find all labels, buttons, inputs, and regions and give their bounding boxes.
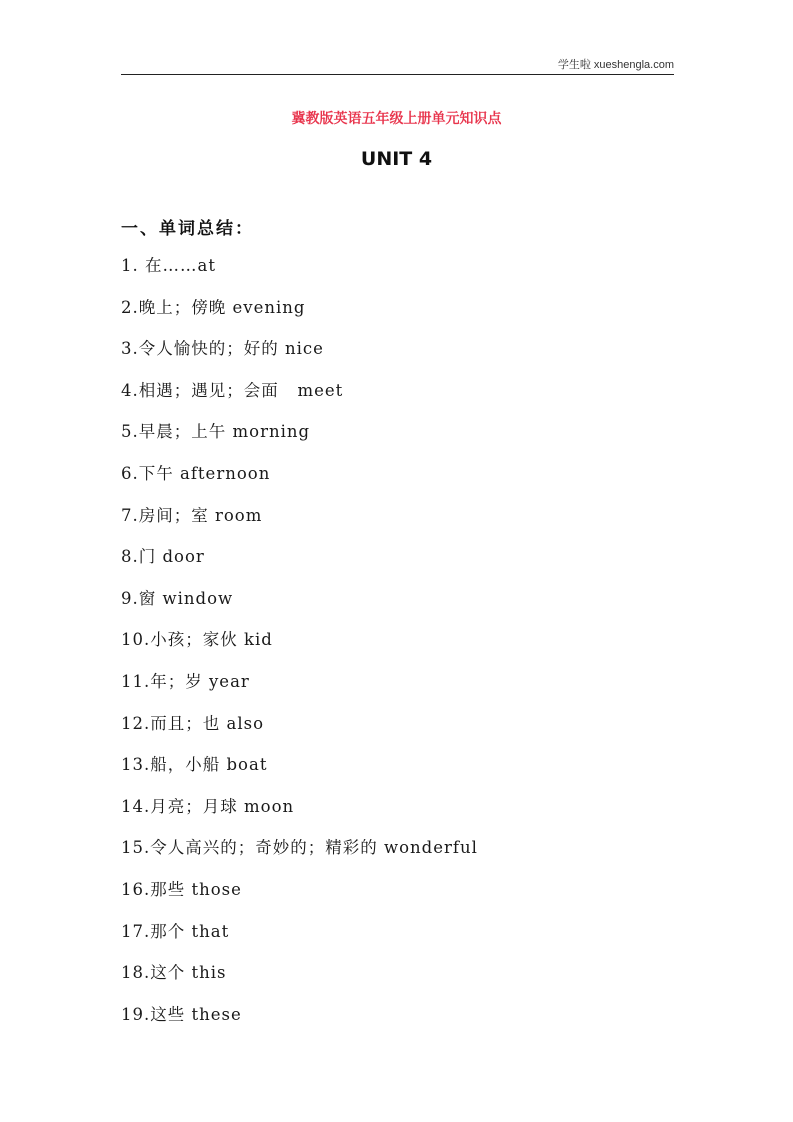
vocabulary-item: 6.下午 afternoon (121, 463, 271, 483)
vocabulary-item: 10.小孩；家伙 kid (121, 630, 273, 650)
header-divider (121, 74, 674, 75)
vocabulary-item: 8.门 door (121, 547, 205, 567)
document-subtitle: 冀教版英语五年级上册单元知识点 (291, 111, 502, 127)
vocabulary-item: 11.年；岁 year (121, 671, 250, 691)
vocabulary-item: 2.晚上；傍晚 evening (121, 297, 306, 317)
vocabulary-item: 9.窗 window (121, 588, 234, 608)
vocabulary-list (121, 254, 681, 1044)
vocabulary-item: 1. 在……at (121, 256, 216, 275)
vocabulary-item: 17.那个 that (121, 921, 230, 941)
vocabulary-item: 12.而且；也 also (121, 713, 265, 733)
vocabulary-item: 3.令人愉快的；好的 nice (121, 339, 324, 359)
vocabulary-item: 14.月亮；月球 moon (121, 796, 295, 816)
vocabulary-item: 19.这些 these (121, 1004, 242, 1024)
vocabulary-item: 4.相遇；遇见；会面 meet (121, 380, 344, 400)
vocabulary-item: 5.早晨；上午 morning (121, 422, 311, 442)
vocabulary-item: 18.这个 this (121, 963, 227, 983)
vocabulary-item: 16.那些 those (121, 879, 242, 899)
page-header-site: 学生啦 xueshengla.com (557, 59, 674, 71)
vocabulary-item: 13.船，小船 boat (121, 755, 268, 775)
vocabulary-item: 15.令人高兴的；奇妙的；精彩的 wonderful (121, 838, 478, 858)
section-heading: 一、单词总结： (121, 219, 254, 239)
vocabulary-item: 7.房间；室 room (121, 505, 263, 525)
unit-title: UNIT 4 (360, 148, 433, 170)
